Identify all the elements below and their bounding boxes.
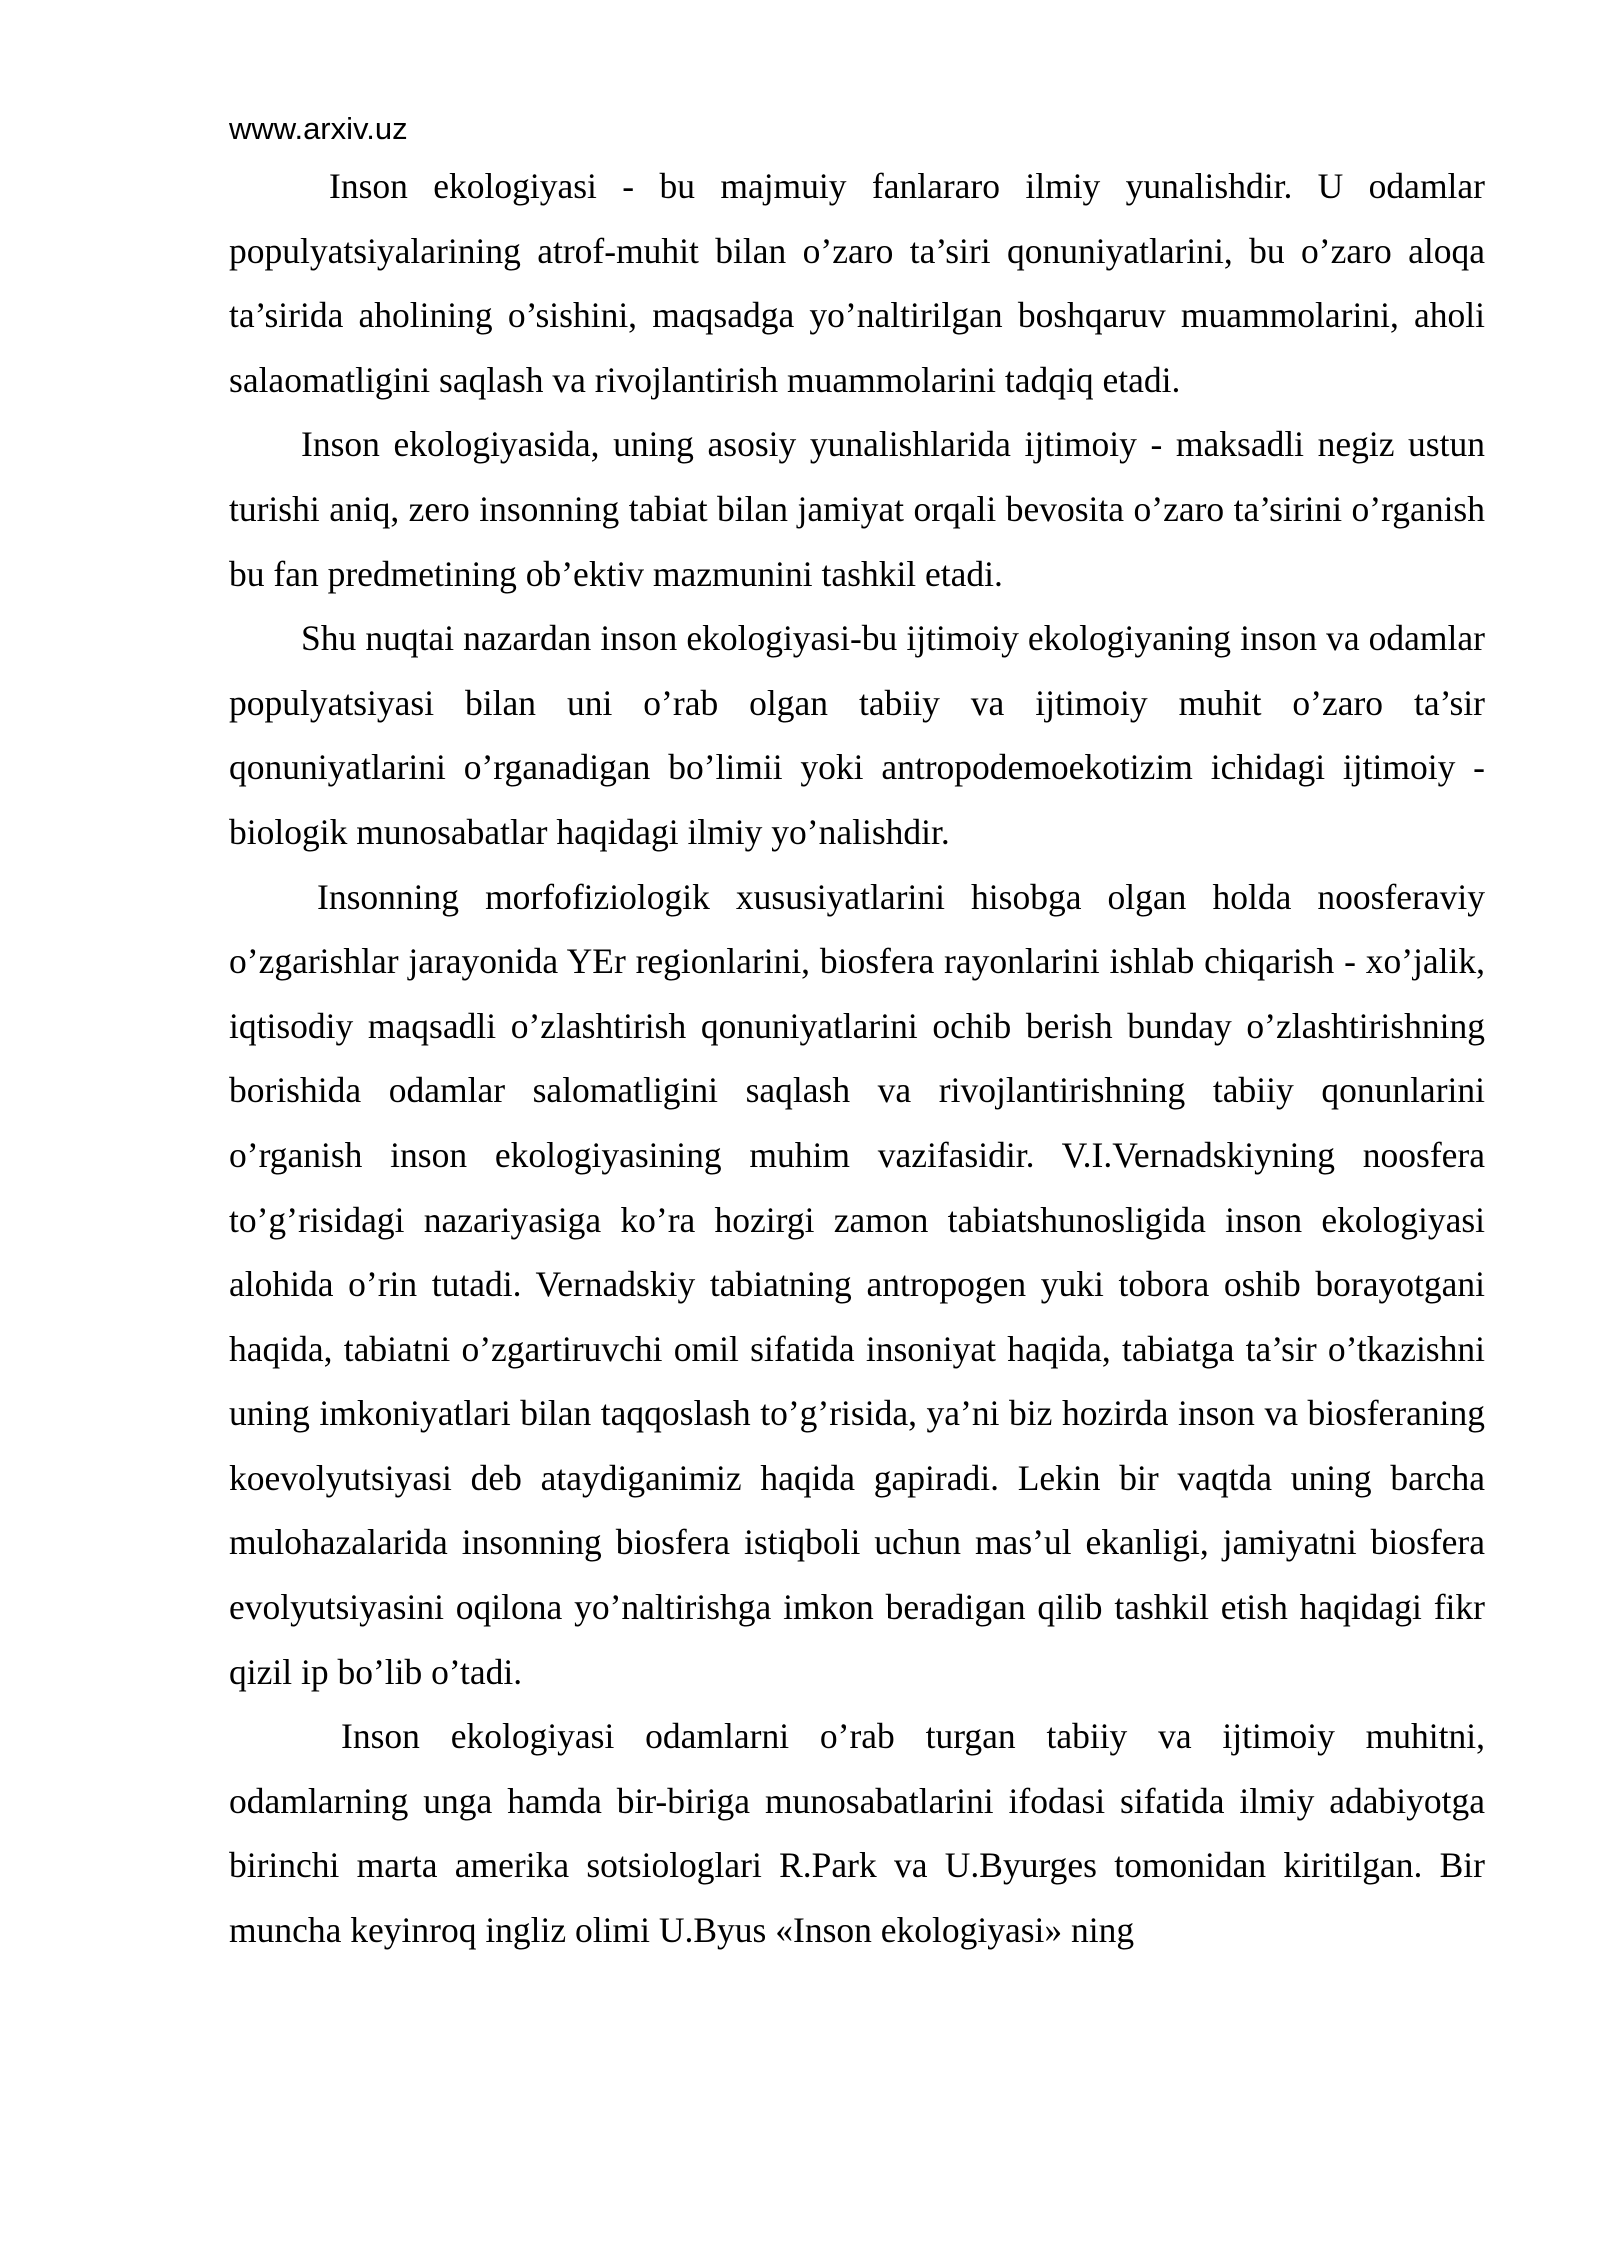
source-url: www.arxiv.uz — [229, 111, 408, 146]
paragraph: Insonning morfofiziologik xususiyatlarini hisobga olgan holda noosferaviy o’zgarishlar jarayonida YEr regionlarini, biosfera rayonlarini ishlab chiqarish - xo’jalik, iqtisodiy maqsadli o’zlashtirish qonuniyatlarini ochib berish bunday o’zlashtirishning borishida odamlar salomatligini saqlash va rivojlantirishning tabiiy qonunlarini o’rganish inson ekologiyasining muhim vazifasidir. V.I.Vernadskiyning noosfera to’g’risidagi nazariyasiga ko’ra hozirgi zamon tabiatshunosligida inson ekologiyasi alohida o’rin tutadi. Vernadskiy tabiatning antropogen yuki tobora oshib borayotgani haqida, tabiatni o’zgartiruvchi omil sifatida insoniyat haqida, tabiatga ta’sir o’tkazishni uning imkoniyatlari bilan taqqoslash to’g’risida, ya’ni biz hozirda inson va biosferaning koevolyutsiyasi deb ataydiganimiz haqida gapiradi. Lekin bir vaqtda uning barcha mulohazalarida insonning biosfera istiqboli uchun mas’ul ekanligi, jamiyatni biosfera evolyutsiyasini oqilona yo’naltirishga imkon beradigan qilib tashkil etish haqidagi fikr qizil ip bo’lib o’tadi. — [229, 876, 1485, 1692]
paragraph: Inson ekologiyasi odamlarni o’rab turgan tabiiy va ijtimoiy muhitni, odamlarning unga hamda bir-biriga munosabatlarini ifodasi sifatida ilmiy adabiyotga birinchi marta amerika sotsiologlari R.Park va U.Byurges tomonidan kiritilgan. Bir muncha keyinroq ingliz olimi U.Byus «Inson ekologiyasi» ning — [229, 1716, 1485, 1951]
body-text — [229, 154, 1485, 1963]
paragraph: Inson ekologiyasida, uning asosiy yunalishlarida ijtimoiy - maksadli negiz ustun turishi aniq, zero insonning tabiat bilan jamiyat orqali bevosita o’zaro ta’sirini o’rganish bu fan predmetining ob’ektiv mazmunini tashkil etadi. — [229, 424, 1485, 594]
paragraph: Shu nuqtai nazardan inson ekologiyasi-bu ijtimoiy ekologiyaning inson va odamlar populyatsiyasi bilan uni o’rab olgan tabiiy va ijtimoiy muhit o’zaro ta’sir qonuniyatlarini o’rganadigan bo’limii yoki antropodemoekotizim ichidagi ijtimoiy - biologik munosabatlar haqidagi ilmiy yo’nalishdir. — [229, 618, 1485, 852]
paragraph: Inson ekologiyasi - bu majmuiy fanlararo ilmiy yunalishdir. U odamlar populyatsiyalarining atrof-muhit bilan o’zaro ta’siri qonuniyatlarini, bu o’zaro aloqa ta’sirida aholining o’sishini, maqsadga yo’naltirilgan boshqaruv muammolarini, aholi salaomatligini saqlash va rivojlantirish muammolarini tadqiq etadi. — [229, 166, 1485, 400]
